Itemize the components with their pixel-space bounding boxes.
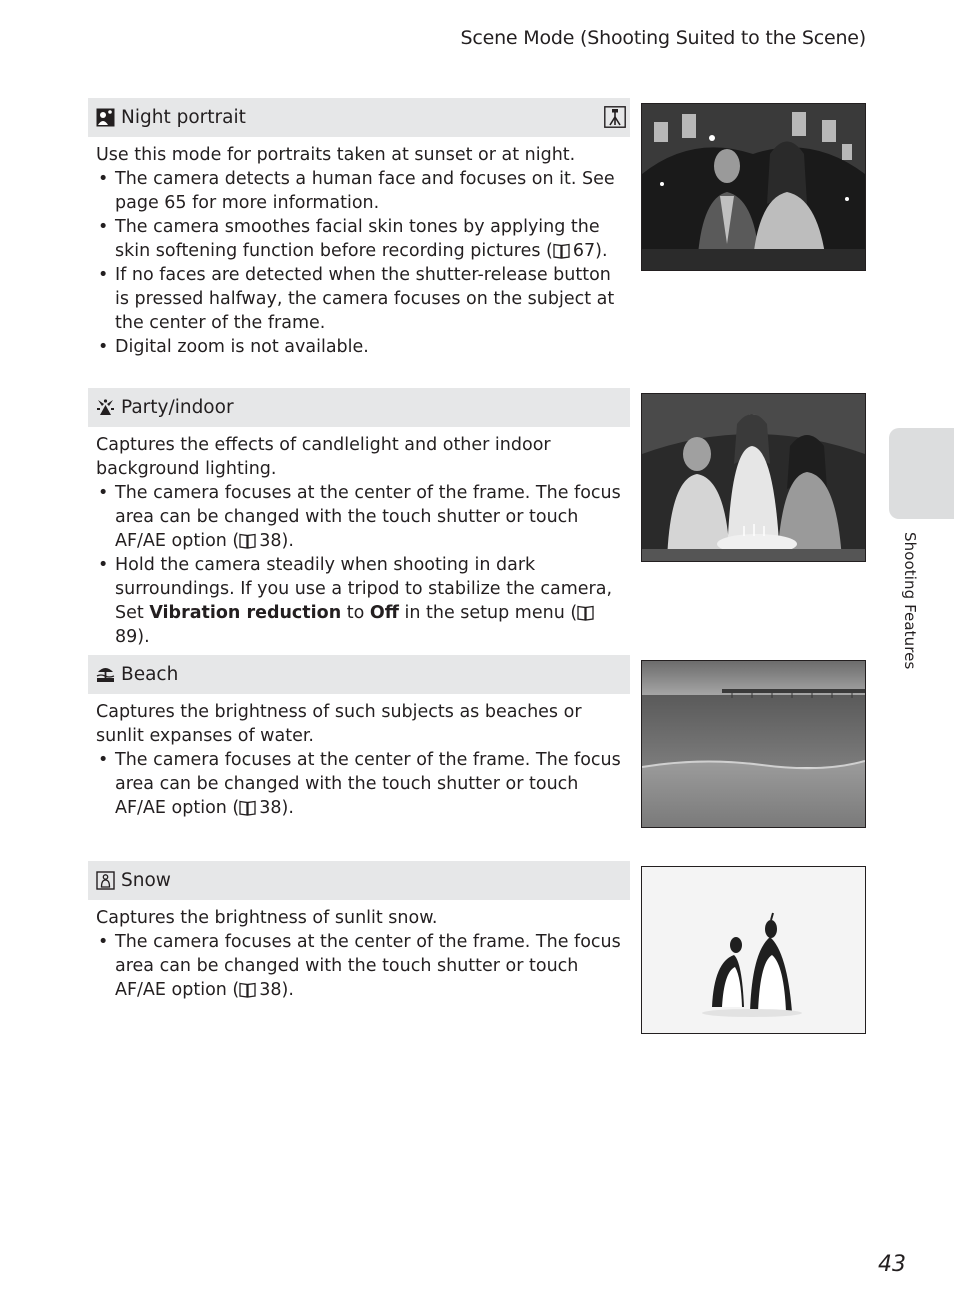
section-title: Night portrait	[121, 107, 246, 128]
party-icon	[96, 398, 115, 417]
party-indoor-photo	[641, 393, 866, 562]
bullet-list	[96, 748, 622, 820]
section-header	[88, 655, 630, 694]
section-title: Beach	[121, 664, 179, 685]
book-reference-icon	[239, 799, 256, 816]
bullet-list	[96, 481, 622, 649]
book-reference-icon	[553, 242, 570, 259]
bullet-list	[96, 930, 622, 1002]
beach-photo	[641, 660, 866, 828]
book-reference-icon	[239, 532, 256, 549]
intro-text: Captures the brightness of sunlit snow.	[96, 908, 438, 928]
beach-icon	[96, 665, 115, 684]
list-item: • The camera detects a human face and focuses on it. See page 65 for more information.	[96, 167, 622, 215]
list-item: • The camera smoothes facial skin tones by applying the skin softening function before recording pictures ( 67).	[96, 215, 622, 263]
section-header	[88, 98, 630, 137]
section-party-indoor	[88, 388, 630, 649]
list-item: • If no faces are detected when the shutter-release button is pressed halfway, the camera focuses on the subject at the center of the frame.	[96, 263, 622, 335]
running-header: Scene Mode (Shooting Suited to the Scene)	[460, 27, 866, 49]
section-title: Party/indoor	[121, 397, 234, 418]
page-number: 43	[878, 1252, 906, 1277]
setting-value: Off	[369, 603, 399, 623]
section-snow	[88, 861, 630, 1002]
intro-text: Captures the effects of candlelight and other indoor background lighting.	[96, 435, 551, 479]
chapter-tab	[889, 428, 954, 519]
setting-name: Vibration reduction	[149, 603, 342, 623]
tripod-icon	[604, 106, 626, 128]
section-night-portrait	[88, 98, 630, 359]
intro-text: Captures the brightness of such subjects as beaches or sunlit expanses of water.	[96, 702, 582, 746]
chapter-label: Shooting Features	[901, 532, 919, 670]
section-title: Snow	[121, 870, 171, 891]
section-body	[88, 427, 630, 649]
list-item: • The camera focuses at the center of the frame. The focus area can be changed with the touch shutter or touch AF/AE option ( 38).	[96, 481, 622, 553]
section-header	[88, 388, 630, 427]
night-portrait-photo	[641, 103, 866, 271]
section-beach	[88, 655, 630, 820]
snow-photo	[641, 866, 866, 1034]
section-body	[88, 900, 630, 1002]
intro-text: Use this mode for portraits taken at sunset or at night.	[96, 145, 576, 165]
bullet-list	[96, 167, 622, 359]
section-header	[88, 861, 630, 900]
section-body	[88, 137, 630, 359]
book-reference-icon	[577, 604, 594, 621]
section-body	[88, 694, 630, 820]
list-item: • The camera focuses at the center of the frame. The focus area can be changed with the touch shutter or touch AF/AE option ( 38).	[96, 930, 622, 1002]
snow-icon	[96, 871, 115, 890]
list-item: • The camera focuses at the center of the frame. The focus area can be changed with the touch shutter or touch AF/AE option ( 38).	[96, 748, 622, 820]
night-portrait-icon	[96, 108, 115, 127]
book-reference-icon	[239, 981, 256, 998]
list-item: • Digital zoom is not available.	[96, 335, 622, 359]
list-item: • Hold the camera steadily when shooting in dark surroundings. If you use a tripod to stabilize the camera, Set Vibration reduction to Off in the setup menu (89).	[96, 553, 622, 649]
